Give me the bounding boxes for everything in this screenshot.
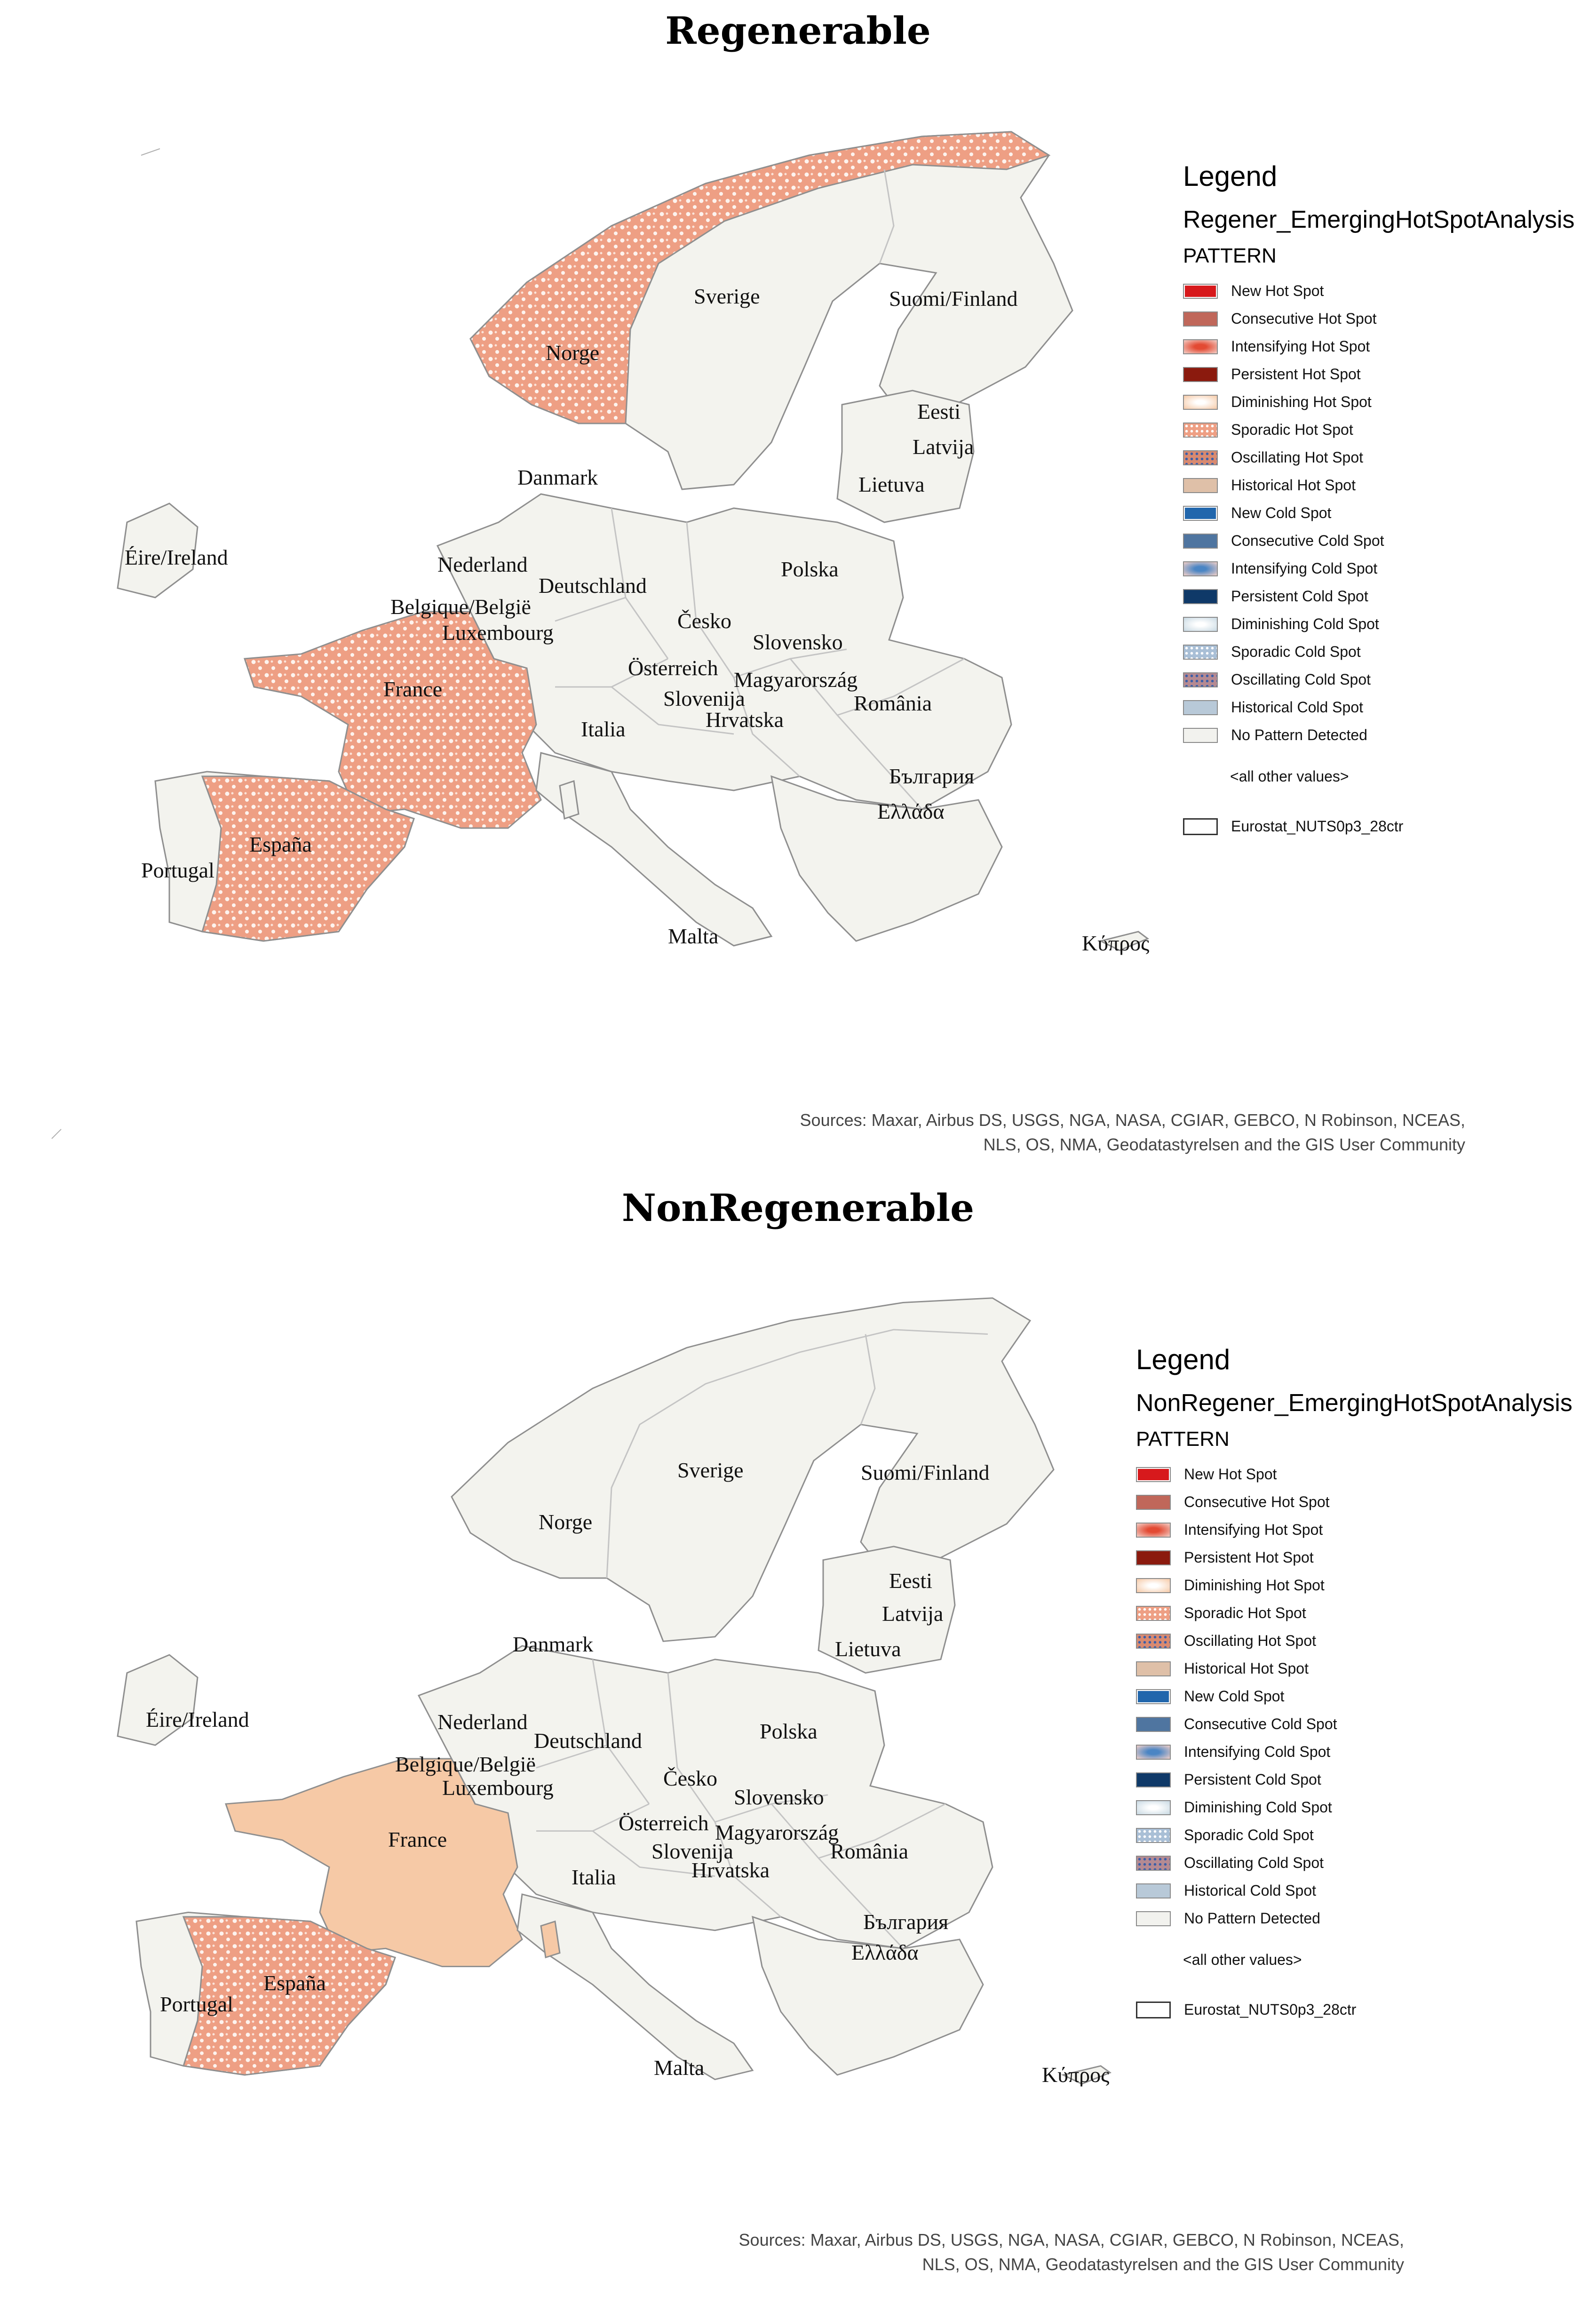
label-lietuva: Lietuva xyxy=(835,1637,901,1661)
legend-swatch xyxy=(1183,561,1218,576)
label-malta: Malta xyxy=(654,2056,705,2080)
label-espana: España xyxy=(263,1971,326,1995)
legend-item-label: Consecutive Cold Spot xyxy=(1184,1715,1337,1732)
legend-swatch xyxy=(1136,1911,1171,1926)
legend-item-label: Sporadic Hot Spot xyxy=(1231,421,1353,438)
legend-item xyxy=(1183,499,1574,527)
legend-outline-item xyxy=(1183,813,1574,840)
legend-item xyxy=(1183,471,1574,499)
legend-item-label: Oscillating Cold Spot xyxy=(1231,671,1371,688)
legend-swatch xyxy=(1183,395,1218,410)
legend-swatch xyxy=(1136,1828,1171,1843)
legend-outline-item xyxy=(1136,1996,1572,2024)
legend-item-label: Sporadic Cold Spot xyxy=(1184,1826,1314,1843)
legend-item xyxy=(1136,1460,1572,1488)
legend-swatch xyxy=(1183,450,1218,465)
region-ireland xyxy=(118,1655,198,1745)
label-magyarorszag: Magyarország xyxy=(734,668,858,692)
label-belgique-belgie: Belgique/België xyxy=(395,1752,536,1776)
label-kypros: Κύπρος xyxy=(1042,2063,1110,2087)
map-panel-nonregenerable xyxy=(0,1176,1596,2297)
legend-item xyxy=(1183,305,1574,333)
legend-swatch xyxy=(1183,506,1218,521)
legend-swatch xyxy=(1183,534,1218,549)
legend-swatch xyxy=(1136,2002,1171,2018)
label-portugal: Portugal xyxy=(160,1992,233,2016)
legend-item xyxy=(1183,416,1574,444)
label-norge: Norge xyxy=(546,341,600,365)
legend-item-label: Intensifying Hot Spot xyxy=(1184,1521,1323,1538)
legend-swatch xyxy=(1136,1578,1171,1593)
label-cesko: Česko xyxy=(677,609,731,633)
label-slovensko: Slovensko xyxy=(734,1785,824,1809)
label-italia: Italia xyxy=(572,1865,616,1889)
legend-swatch xyxy=(1183,367,1218,382)
sources-line-2: NLS, OS, NMA, Geodatastyrelsen and the GIS User Community xyxy=(983,1135,1465,1154)
label-luxembourg: Luxembourg xyxy=(442,1776,554,1800)
legend-item-label: Persistent Cold Spot xyxy=(1184,1771,1321,1788)
legend-outline-label: Eurostat_NUTS0p3_28ctr xyxy=(1231,818,1404,835)
label-italia: Italia xyxy=(581,717,626,741)
legend-swatch xyxy=(1183,311,1218,327)
legend-swatch xyxy=(1136,1883,1171,1898)
legend-heading: Legend xyxy=(1136,1344,1231,1375)
legend-item-label: Oscillating Hot Spot xyxy=(1184,1632,1317,1649)
label-bulgaria: България xyxy=(863,1910,949,1934)
legend-item xyxy=(1183,666,1574,694)
label-belgique-belgie: Belgique/België xyxy=(390,595,531,619)
label-nederland: Nederland xyxy=(437,1710,528,1734)
legend-item xyxy=(1136,1627,1572,1655)
legend-swatch xyxy=(1183,617,1218,632)
label-polska: Polska xyxy=(760,1719,818,1743)
map-title: NonRegenerable xyxy=(621,1186,975,1230)
label-romania: România xyxy=(854,691,932,715)
legend-item xyxy=(1183,555,1574,582)
label-kypros: Κύπρος xyxy=(1082,931,1150,955)
legend-item-label: Historical Cold Spot xyxy=(1231,699,1363,716)
legend-item-label: No Pattern Detected xyxy=(1184,1910,1320,1927)
legend-item-label: Sporadic Hot Spot xyxy=(1184,1604,1306,1621)
map-sources xyxy=(739,2228,1404,2277)
legend-items xyxy=(1136,1460,1572,1932)
legend-item-label: Intensifying Cold Spot xyxy=(1231,560,1378,577)
legend-swatch xyxy=(1183,478,1218,493)
legend-item-label: Historical Hot Spot xyxy=(1184,1660,1309,1677)
label-latvija: Latvija xyxy=(913,435,974,459)
legend-item xyxy=(1136,1683,1572,1710)
region-uk-outline xyxy=(52,149,160,1139)
label-france: France xyxy=(388,1827,447,1851)
legend-swatch xyxy=(1183,700,1218,715)
label-eesti: Eesti xyxy=(889,1569,932,1593)
label-lietuva: Lietuva xyxy=(858,472,925,496)
legend-item xyxy=(1183,444,1574,471)
legend-item xyxy=(1183,388,1574,416)
legend-swatch xyxy=(1136,1772,1171,1787)
legend-item xyxy=(1183,527,1574,555)
label-portugal: Portugal xyxy=(141,858,214,882)
legend-swatch xyxy=(1183,423,1218,438)
legend-field-name: PATTERN xyxy=(1136,1428,1230,1451)
legend-item-label: Persistent Hot Spot xyxy=(1184,1549,1314,1566)
legend-item-label: Persistent Hot Spot xyxy=(1231,366,1361,383)
legend-outline-label: Eurostat_NUTS0p3_28ctr xyxy=(1184,2001,1357,2018)
legend-item xyxy=(1136,1794,1572,1821)
legend-swatch xyxy=(1136,1689,1171,1704)
label-romania: România xyxy=(830,1839,909,1863)
legend-item xyxy=(1183,721,1574,749)
legend-swatch xyxy=(1136,1856,1171,1871)
legend-swatch xyxy=(1183,284,1218,299)
sources-line-1: Sources: Maxar, Airbus DS, USGS, NGA, NASA, CGIAR, GEBCO, N Robinson, NCEAS, xyxy=(738,2230,1404,2249)
legend-item xyxy=(1136,1849,1572,1877)
legend-item xyxy=(1183,638,1574,666)
label-norge: Norge xyxy=(539,1510,593,1534)
label-latvija: Latvija xyxy=(882,1602,944,1626)
legend-item xyxy=(1183,277,1574,305)
legend-item-label: No Pattern Detected xyxy=(1231,726,1367,743)
legend-item xyxy=(1136,1516,1572,1544)
legend-item-label: Consecutive Hot Spot xyxy=(1231,310,1377,327)
legend-item-label: Diminishing Cold Spot xyxy=(1231,615,1379,632)
map-legend xyxy=(1183,160,1574,840)
label-eesti: Eesti xyxy=(917,399,961,423)
label-bulgaria: България xyxy=(889,764,975,788)
label-deutschland: Deutschland xyxy=(534,1729,642,1753)
legend-item xyxy=(1136,1655,1572,1683)
legend-item xyxy=(1136,1877,1572,1905)
label-polska: Polska xyxy=(781,557,839,581)
legend-item xyxy=(1136,1599,1572,1627)
legend-item-label: Intensifying Hot Spot xyxy=(1231,338,1370,355)
label-hrvatska: Hrvatska xyxy=(691,1858,770,1882)
legend-item-label: Intensifying Cold Spot xyxy=(1184,1743,1331,1760)
legend-item xyxy=(1183,694,1574,721)
legend-swatch xyxy=(1136,1745,1171,1760)
label-hrvatska: Hrvatska xyxy=(706,708,784,732)
legend-items xyxy=(1183,277,1574,749)
europe-map xyxy=(0,0,1157,1153)
label-danmark: Danmark xyxy=(517,465,598,489)
label-slovenija: Slovenija xyxy=(663,686,745,710)
legend-item xyxy=(1183,333,1574,360)
legend-swatch xyxy=(1183,818,1218,835)
legend-swatch xyxy=(1183,728,1218,743)
legend-swatch xyxy=(1183,645,1218,660)
sources-line-1: Sources: Maxar, Airbus DS, USGS, NGA, NASA, CGIAR, GEBCO, N Robinson, NCEAS, xyxy=(800,1110,1465,1130)
legend-swatch xyxy=(1136,1523,1171,1538)
label-suomi-finland: Suomi/Finland xyxy=(889,287,1018,311)
legend-item xyxy=(1136,1905,1572,1932)
legend-item xyxy=(1136,1571,1572,1599)
label-ellada: Ελλάδα xyxy=(877,799,945,823)
map-sources xyxy=(800,1108,1465,1157)
legend-swatch xyxy=(1136,1717,1171,1732)
legend-item-label: Consecutive Hot Spot xyxy=(1184,1493,1330,1510)
legend-swatch xyxy=(1136,1467,1171,1482)
label-eire-ireland: Éire/Ireland xyxy=(125,545,228,569)
legend-item-label: New Hot Spot xyxy=(1231,282,1324,299)
label-france: France xyxy=(383,677,443,701)
legend-swatch xyxy=(1136,1634,1171,1649)
legend-item-label: Diminishing Cold Spot xyxy=(1184,1799,1332,1816)
legend-item xyxy=(1183,360,1574,388)
legend-item xyxy=(1136,1710,1572,1738)
map-legend xyxy=(1136,1343,1572,2024)
legend-item xyxy=(1136,1821,1572,1849)
legend-item-label: Historical Cold Spot xyxy=(1184,1882,1316,1899)
legend-item xyxy=(1136,1766,1572,1794)
label-sverige: Sverige xyxy=(694,284,760,308)
legend-item-label: Historical Hot Spot xyxy=(1231,477,1356,494)
label-ellada: Ελλάδα xyxy=(851,1940,919,1964)
label-deutschland: Deutschland xyxy=(539,574,647,598)
legend-item-label: New Cold Spot xyxy=(1184,1688,1285,1705)
legend-item-label: New Cold Spot xyxy=(1231,504,1332,521)
label-magyarorszag: Magyarország xyxy=(715,1820,839,1844)
label-malta: Malta xyxy=(668,924,719,948)
legend-swatch xyxy=(1183,339,1218,354)
label-slovensko: Slovensko xyxy=(753,630,843,654)
label-osterreich: Österreich xyxy=(628,656,718,680)
legend-swatch xyxy=(1136,1550,1171,1565)
legend-item xyxy=(1136,1544,1572,1571)
legend-item xyxy=(1183,610,1574,638)
legend-swatch xyxy=(1136,1495,1171,1510)
legend-item-label: Diminishing Hot Spot xyxy=(1184,1577,1325,1594)
legend-item-label: Oscillating Hot Spot xyxy=(1231,449,1364,466)
sources-line-2: NLS, OS, NMA, Geodatastyrelsen and the GIS User Community xyxy=(922,2255,1404,2274)
label-suomi-finland: Suomi/Finland xyxy=(861,1460,990,1484)
label-slovenija: Slovenija xyxy=(651,1839,733,1863)
label-danmark: Danmark xyxy=(513,1632,594,1656)
legend-other-values: <all other values> xyxy=(1183,1951,1302,1968)
label-cesko: Česko xyxy=(663,1766,717,1790)
legend-swatch xyxy=(1136,1661,1171,1676)
label-espana: España xyxy=(249,832,312,856)
label-sverige: Sverige xyxy=(677,1458,744,1482)
legend-item-label: Persistent Cold Spot xyxy=(1231,588,1368,605)
label-osterreich: Österreich xyxy=(619,1811,709,1835)
legend-layer-name: Regener_EmergingHotSpotAnalysis xyxy=(1183,206,1575,233)
legend-layer-name: NonRegener_EmergingHotSpotAnalysis xyxy=(1136,1389,1572,1417)
legend-item xyxy=(1183,582,1574,610)
legend-item-label: Diminishing Hot Spot xyxy=(1231,393,1372,410)
label-nederland: Nederland xyxy=(437,552,528,576)
legend-field-name: PATTERN xyxy=(1183,244,1277,267)
legend-item xyxy=(1136,1738,1572,1766)
label-luxembourg: Luxembourg xyxy=(442,621,554,645)
europe-map xyxy=(0,1176,1157,2296)
label-eire-ireland: Éire/Ireland xyxy=(146,1707,249,1731)
legend-swatch xyxy=(1136,1606,1171,1621)
legend-swatch xyxy=(1136,1800,1171,1815)
legend-item-label: Sporadic Cold Spot xyxy=(1231,643,1361,660)
legend-heading: Legend xyxy=(1183,160,1278,192)
legend-swatch xyxy=(1183,589,1218,604)
legend-item-label: Oscillating Cold Spot xyxy=(1184,1854,1324,1871)
map-title: Regenerable xyxy=(665,8,931,53)
legend-item-label: New Hot Spot xyxy=(1184,1466,1277,1483)
legend-swatch xyxy=(1183,672,1218,687)
legend-other-values: <all other values> xyxy=(1230,768,1349,785)
legend-item-label: Consecutive Cold Spot xyxy=(1231,532,1384,549)
legend-item xyxy=(1136,1488,1572,1516)
